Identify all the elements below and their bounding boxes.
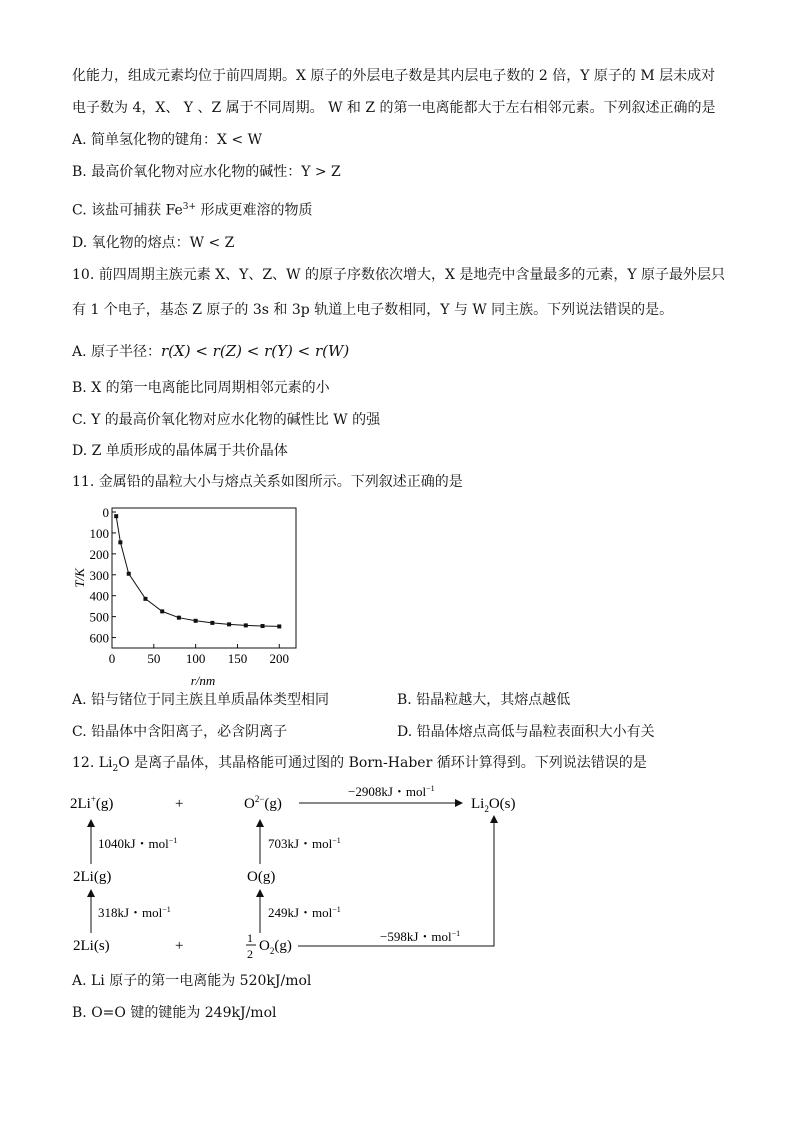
lattice-energy-label: −2908kJ・mol$^{-1}$ [348,784,435,799]
q9-option-c [72,197,313,221]
y-tick-label: 300 [89,567,109,583]
x-tick-label: 150 [227,651,248,666]
li-gas-species: 2Li(g) [73,869,112,885]
q12-stem-pre: 12. Li [72,755,113,771]
q10-stem-line1: 10. 前四周期主族元素 X、Y、Z、W 的原子序数依次增大，X 是地壳中含量最多的元素，Y 原子最外层只 [72,267,726,283]
data-point [160,609,164,613]
q9-option-c-post: 形成更难溶的物质 [196,202,313,219]
formation-energy-label: −598kJ・mol$^{-1}$ [380,929,461,944]
q9-stem-line2: 电子数为 4，X、 Y 、Z 属于不同周期。 W 和 Z 的第一电离能都大于左右相邻元素。下列叙述正确的是 [72,100,716,116]
x-tick-label: 50 [147,651,161,666]
o-gas-species: O(g) [247,869,276,885]
data-point [227,622,231,626]
q9-option-c-sup: 3+ [182,202,197,212]
q11-option-a: A. 铅与锗位于同主族且单质晶体类型相同 [72,692,330,708]
data-point [261,624,265,628]
y-axis-label: T/K [72,568,87,588]
q12-option-a: A. Li 原子的第一电离能为 520kJ/mol [72,973,312,989]
plus-sign-top: + [175,796,184,812]
data-point [143,597,147,601]
y-tick-label: 600 [89,630,109,646]
half-numerator: 1 [247,931,253,945]
product-li2o: $Li_2O(s)$ [471,796,516,814]
data-point [194,619,198,623]
data-point [114,514,118,518]
q11-option-b: B. 铅晶粒越大，其熔点越低 [397,692,571,708]
y-tick-label: 400 [89,588,109,604]
y-tick-label: 100 [89,525,109,541]
oxide-ion-species: $O^{2-}(g)$ [244,794,282,812]
q11-option-d: D. 铅晶体熔点高低与晶粒表面积大小有关 [397,724,655,740]
data-point [127,572,131,576]
o-affinity-energy-label: 703kJ・mol$^{-1}$ [268,836,341,851]
q12-stem-post: O 是离子晶体，其晶格能可通过图的 Born-Haber 循环计算得到。下列说法错误的是 [118,755,647,771]
q9-option-a: A. 简单氢化物的键角：X < W [72,132,262,148]
q9-option-b: B. 最高价氧化物对应水化物的碱性：Y > Z [72,164,341,180]
x-tick-label: 100 [185,651,206,666]
o-dissociation-energy-label: 249kJ・mol$^{-1}$ [268,905,341,920]
q10-option-c: C. Y 的最高价氧化物对应水化物的碱性比 W 的强 [72,412,381,428]
q11-stem: 11. 金属铅的晶粒大小与熔点关系如图所示。下列叙述正确的是 [72,474,463,490]
series-curve [116,516,279,626]
x-axis-label: r/nm [190,673,216,688]
q10-option-a-expr: r(X) < r(Z) < r(Y) < r(W) [161,342,350,360]
y-tick-label: 0 [102,505,109,520]
y-tick-label: 500 [89,609,109,625]
li-sublimation-energy-label: 318kJ・mol$^{-1}$ [98,905,171,920]
li-ion-species: 2Li+(g) [70,794,114,812]
x-tick-label: 200 [269,651,290,666]
plot-frame [112,508,296,648]
plus-sign-bottom: + [175,938,184,954]
data-point [177,616,181,620]
q12-option-b: B. O=O 键的键能为 249kJ/mol [72,1005,277,1021]
x-tick-label: 0 [108,651,116,666]
q9-option-d: D. 氧化物的熔点：W < Z [72,235,235,251]
q9-stem-line1: 化能力，组成元素均位于前四周期。X 原子的外层电子数是其内层电子数的 2 倍，Y 原子的 M 层未成对 [72,68,716,84]
q12-stem-sub: 2 [112,763,119,774]
q10-option-a-label: A. 原子半径： [72,344,162,360]
q10-stem-line2: 有 1 个电子，基态 Z 原子的 3s 和 3p 轨道上电子数相同，Y 与 W 同主族。下列说法错误的是。 [72,302,674,318]
q9-option-c-pre: C. 该盐可捕获 Fe [72,202,183,219]
y-tick-label: 200 [89,546,109,562]
q10-option-b: B. X 的第一电离能比同周期相邻元素的小 [72,380,330,396]
data-point [277,624,281,628]
q10-option-d: D. Z 单质形成的晶体属于共价晶体 [72,443,288,459]
o2-gas-species: $O_2(g)$ [259,938,292,956]
q10-option-a [72,341,349,362]
q12-stem [72,753,647,779]
data-point [244,623,248,627]
q11-option-c: C. 铅晶体中含阳离子，必含阴离子 [72,724,288,740]
half-denominator: 2 [247,947,253,961]
li-solid-species: 2Li(s) [73,938,110,954]
melting-point-chart [70,498,310,688]
data-point [118,540,122,544]
x-axis-ticks [109,644,289,666]
born-haber-cycle [66,780,536,962]
data-points [114,514,281,628]
data-point [210,621,214,625]
li-ionization-energy-label: 1040kJ・mol$^{-1}$ [98,836,178,851]
